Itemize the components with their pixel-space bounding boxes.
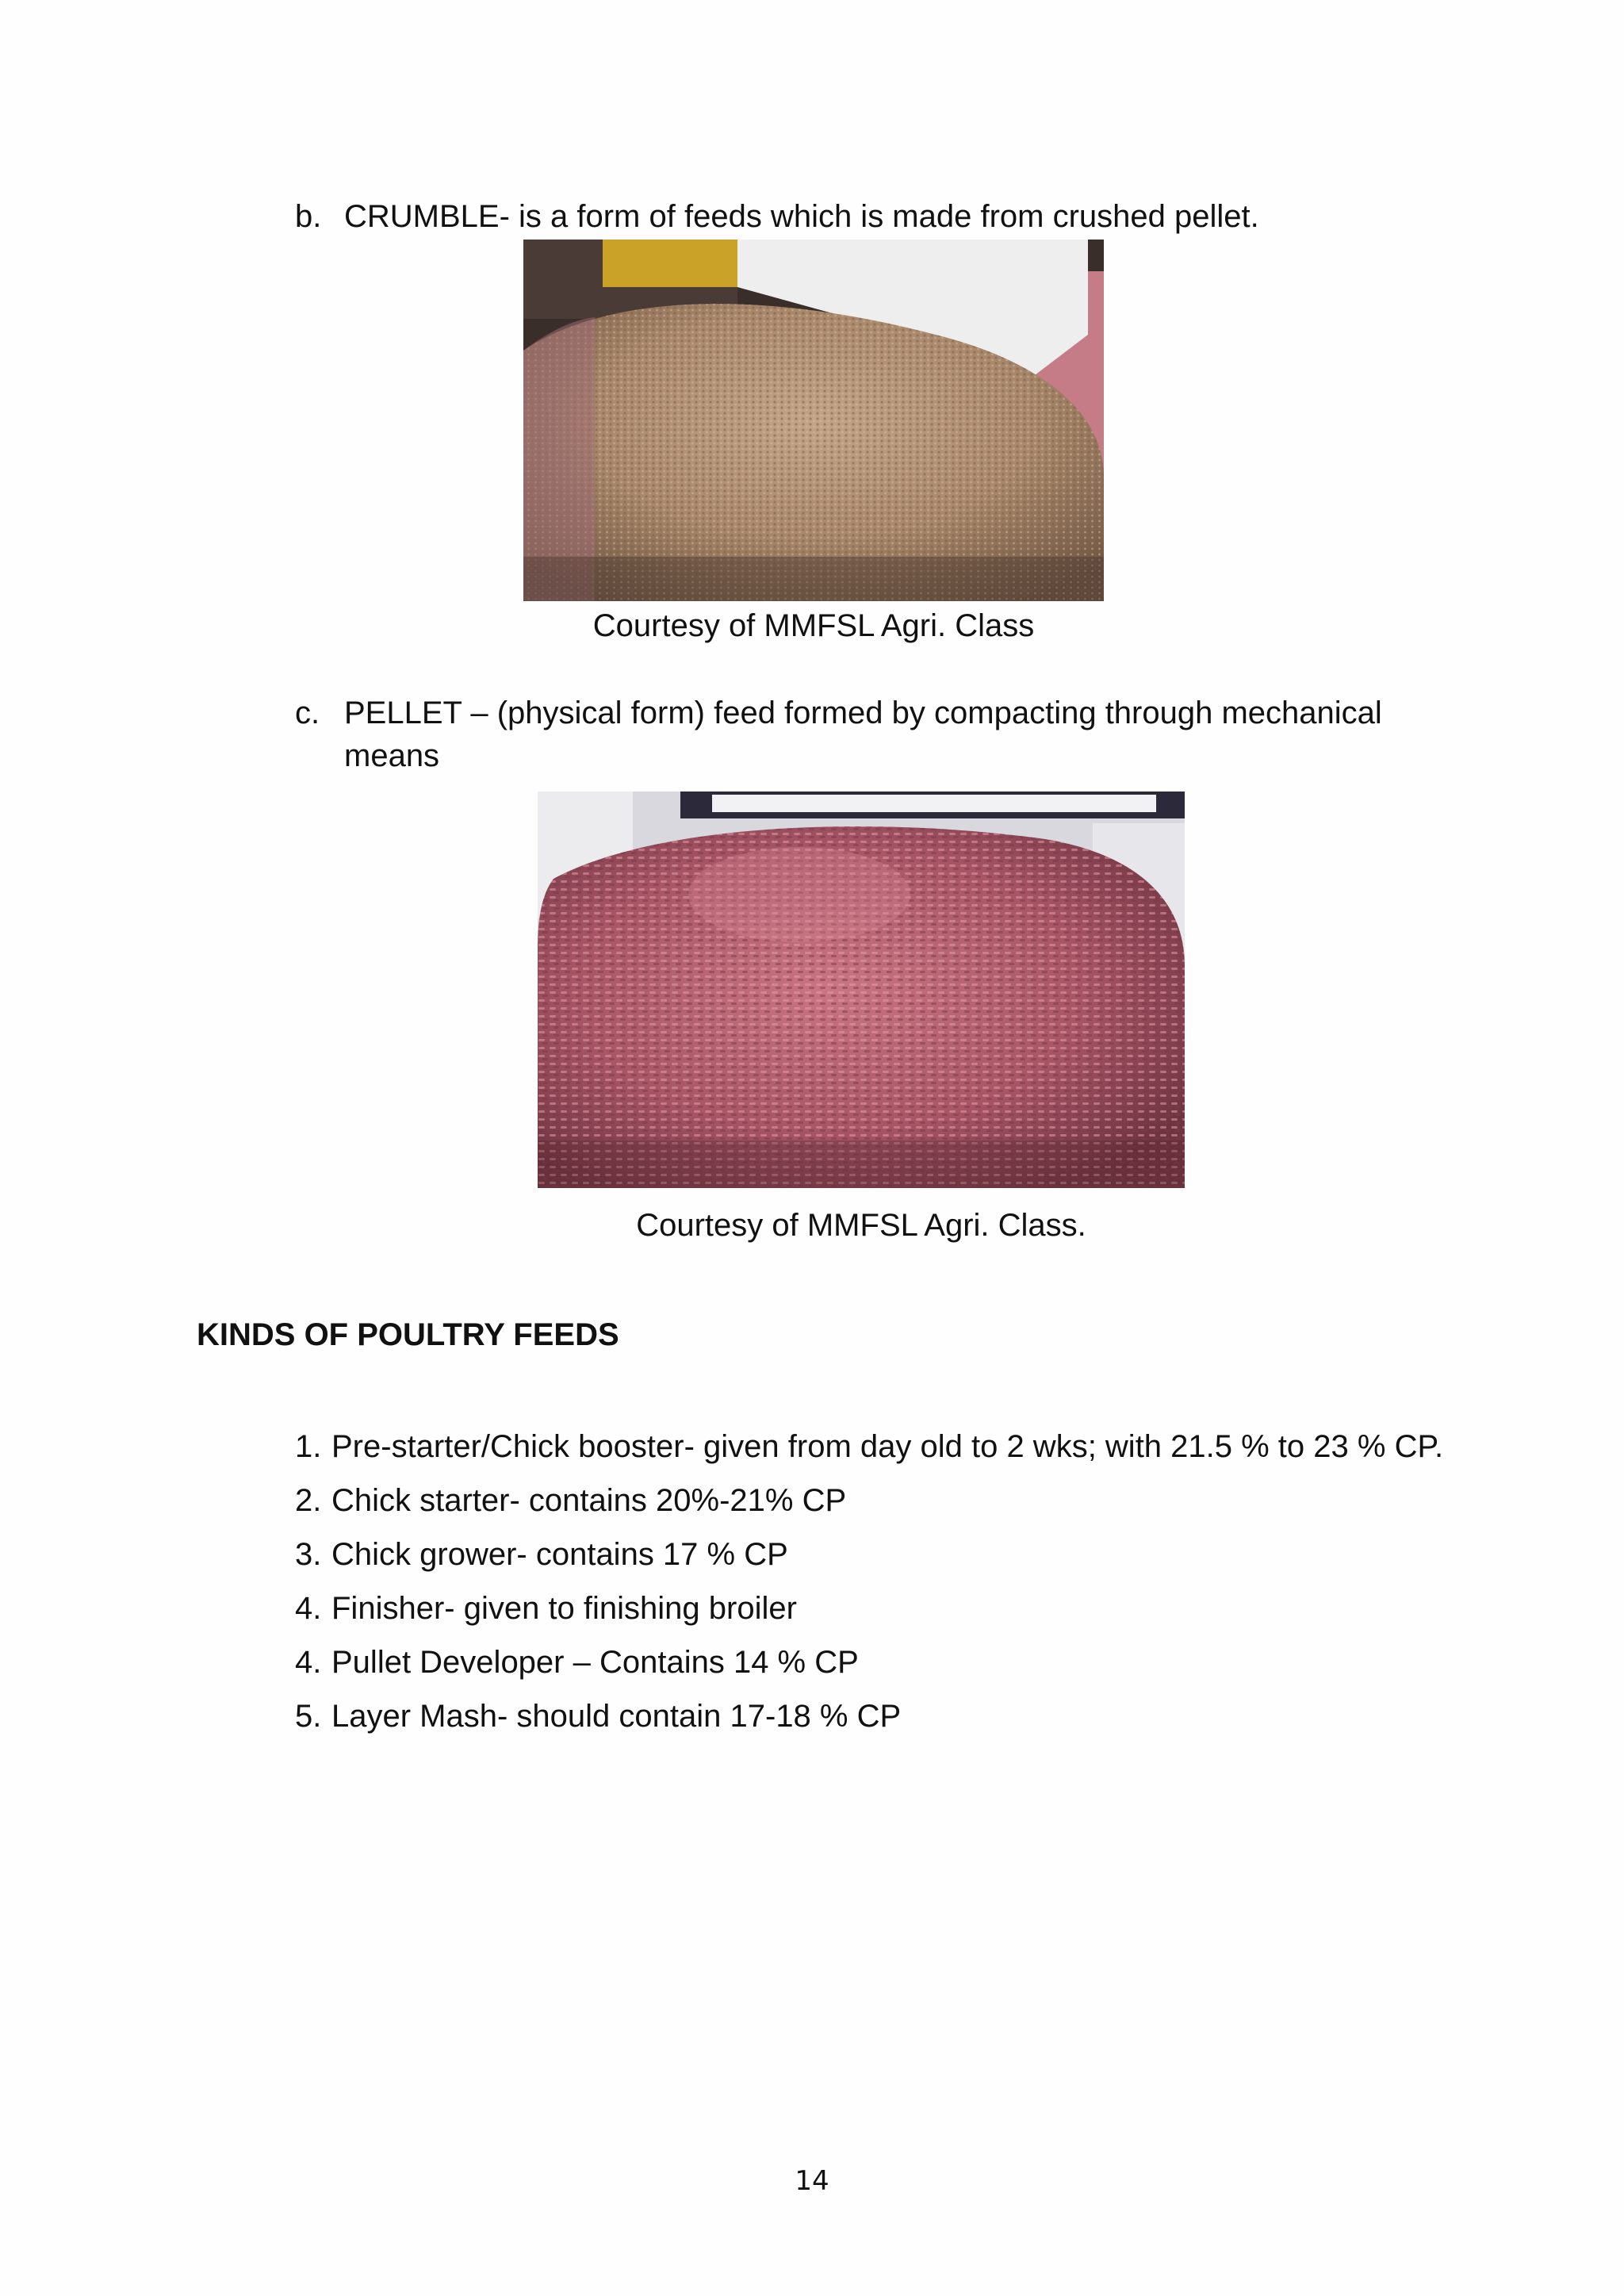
crumble-marker: b.	[295, 199, 322, 234]
crumble-photo-caption: Courtesy of MMFSL Agri. Class	[592, 608, 1035, 643]
poultry-feed-list	[295, 1420, 1445, 1743]
list-item-number: 1.	[295, 1429, 322, 1464]
pellet-marker: c.	[295, 696, 320, 730]
list-item-text: Pullet Developer – Contains 14 % CP	[331, 1645, 859, 1680]
pellet-description-line2: means	[344, 738, 440, 773]
crumble-feed-photo	[523, 240, 1104, 601]
list-item	[295, 1635, 1445, 1689]
list-item	[295, 1581, 1445, 1635]
list-item-number: 3.	[295, 1537, 322, 1572]
pellet-description-line1: PELLET – (physical form) feed formed by compacting through mechanical	[344, 696, 1382, 730]
list-item-text: Finisher- given to finishing broiler	[331, 1591, 797, 1626]
list-item	[295, 1527, 1445, 1581]
list-item-number: 2.	[295, 1483, 322, 1518]
list-item	[295, 1420, 1445, 1474]
kinds-heading: KINDS OF POULTRY FEEDS	[197, 1317, 619, 1352]
list-item	[295, 1474, 1445, 1527]
list-item-number: 4.	[295, 1591, 322, 1626]
list-item-number: 5.	[295, 1699, 322, 1734]
list-item-text: Chick grower- contains 17 % CP	[331, 1537, 788, 1572]
crumble-description: CRUMBLE- is a form of feeds which is made from crushed pellet.	[344, 199, 1259, 234]
list-item-text: Pre-starter/Chick booster- given from day old to 2 wks; with 21.5 % to 23 % CP.	[331, 1429, 1444, 1464]
pellet-photo-caption: Courtesy of MMFSL Agri. Class.	[636, 1208, 1086, 1243]
list-item-text: Layer Mash- should contain 17-18 % CP	[331, 1699, 902, 1734]
pellet-feed-photo	[538, 792, 1185, 1188]
list-item-text: Chick starter- contains 20%-21% CP	[331, 1483, 847, 1518]
list-item	[295, 1689, 1445, 1743]
page-number: 14	[795, 2165, 829, 2197]
list-item-number: 4.	[295, 1645, 322, 1680]
